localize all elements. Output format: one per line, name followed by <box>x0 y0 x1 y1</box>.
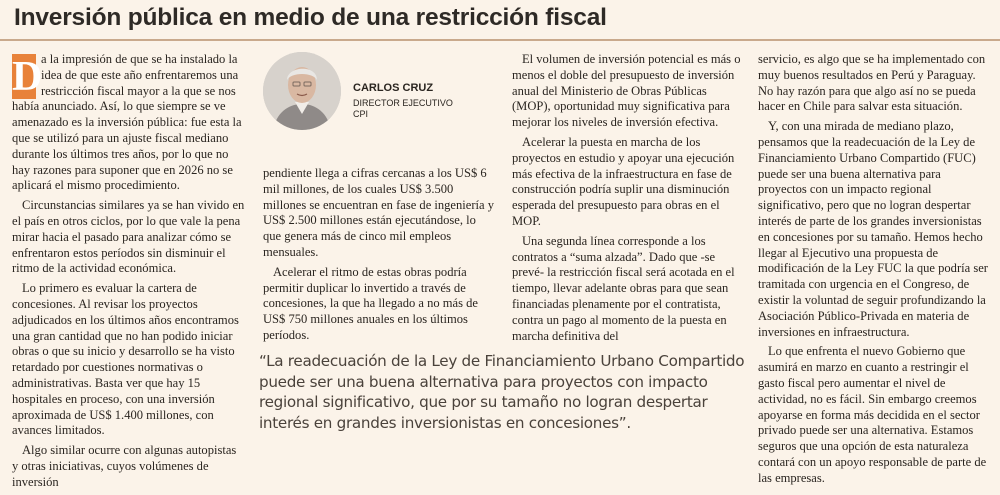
author-portrait-icon <box>263 52 341 130</box>
paragraph: Una segunda línea corresponde a los contratos a “suma alzada”. Dado que -se prevé- la restricción fiscal será acotada en el tiempo, llevar adelante obras para que sean financiadas plenamente por el contratista, contra un pago al momento de la puesta en marcha definitiva del <box>512 233 735 343</box>
paragraph: El volumen de inversión potencial es más o menos el doble del presupuesto de inversión anual del Ministerio de Obras Públicas (MOP), oportunidad muy significativa para mejorar los niveles de inversión efectiva. <box>512 52 741 130</box>
paragraph: Lo primero es evaluar la cartera de concesiones. Al revisar los proyectos adjudicados en los últimos años encontramos una gran cantidad que no han podido iniciar obras o que su inicio y desarrollo se ha visto retardado por cuestiones normativas o administrativas. Basta ver que hay 15 hospitales en proceso, con una inversión aproximada de US$ 1.400 millones, con avances limitados. <box>12 281 239 438</box>
article-title: Inversión pública en medio de una restricción fiscal <box>14 4 607 31</box>
author-box <box>263 52 495 152</box>
article-column-3 <box>512 52 742 348</box>
article-column-4 <box>758 52 990 491</box>
paragraph <box>12 52 245 194</box>
paragraph-text: a la impresión de que se ha instalado la idea de que este año enfrentaremos una restricción fiscal mayor a la que se nos había anunciado. Así, lo que siempre se ve amenazado es la inversión pública: fue esta la que se utilizó para un ajuste fiscal mediano durante los últimos tres años, por lo que no hay razones para suponer que en 2026 no se aplicará el mismo procedimiento. <box>12 52 242 193</box>
paragraph: servicio, es algo que se ha implementado con muy buenos resultados en Perú y Paraguay. No hay razón para que algo así no se pueda hacer en Chile para salvar esta situación. <box>758 52 986 114</box>
article-column-2 <box>263 166 495 348</box>
author-organization: CPI <box>353 109 369 119</box>
article-column-1 <box>12 52 245 495</box>
author-name: CARLOS CRUZ <box>353 82 434 94</box>
paragraph: Circunstancias similares ya se han vivido en el país en otros ciclos, por lo que vale la pena mirar hacia el pasado para analizar cómo se enfrentaron estos períodos sin disminuir el ritmo de la actividad económica. <box>12 198 245 276</box>
pull-quote: “La readecuación de la Ley de Financiamiento Urbano Compartido puede ser una buena alternativa para proyectos con impacto regional significativo, que por su tamaño no logran despertar interés en grandes inversionistas en concesiones”. <box>259 352 745 432</box>
paragraph: Y, con una mirada de mediano plazo, pensamos que la readecuación de la Ley de Financiamiento Urbano Compartido (FUC) puede ser una buena alternativa para proyectos con un impacto regional significativo, pero que no logran despertar interés de parte de los grandes inversionistas en concesiones por su tamaño. Hemos hecho llegar al Ejecutivo una propuesta de modificación de la Ley FUC la que podría ser tramitada con urgencia en el Congreso, de existir la voluntad de seguir profundizando la Asociación Público-Privada en materia de inversiones en infraestructura. <box>758 119 988 339</box>
author-role-title: DIRECTOR EJECUTIVO <box>353 98 453 108</box>
paragraph: Lo que enfrenta el nuevo Gobierno que asumirá en marzo en cuanto a restringir el gasto fiscal pero aumentar el nivel de actividad, no es fácil. Sin embargo creemos apoyarse en forma más decidida en el sector privado puede ser una alternativa. Estamos seguros que una opción de esta naturaleza contará con un apoyo responsable de parte de las empresas. <box>758 344 987 485</box>
author-role <box>353 98 453 120</box>
paragraph: Acelerar el ritmo de estas obras podría permitir duplicar lo invertido a través de concesiones, la que ha llegado a no más de US$ 750 millones anuales en los últimos períodos. <box>263 264 478 342</box>
drop-cap: D <box>12 54 43 100</box>
title-divider <box>0 39 1000 41</box>
paragraph: pendiente llega a cifras cercanas a los US$ 6 mil millones, de los cuales US$ 3.500 millones se encuentran en fase de ingeniería y US$ 2.500 millones están ejecutándose, lo que genera más de cinco mil empleos mensuales. <box>263 166 494 259</box>
paragraph: Algo similar ocurre con algunas autopistas y otras iniciativas, cuyos volúmenes de inversión <box>12 443 237 489</box>
paragraph: Acelerar la puesta en marcha de los proyectos en estudio y apoyar una ejecución más efectiva de la infraestructura en fase de construcción podría suplir una disminución esperada del presupuesto para obras en el MOP. <box>512 134 735 228</box>
